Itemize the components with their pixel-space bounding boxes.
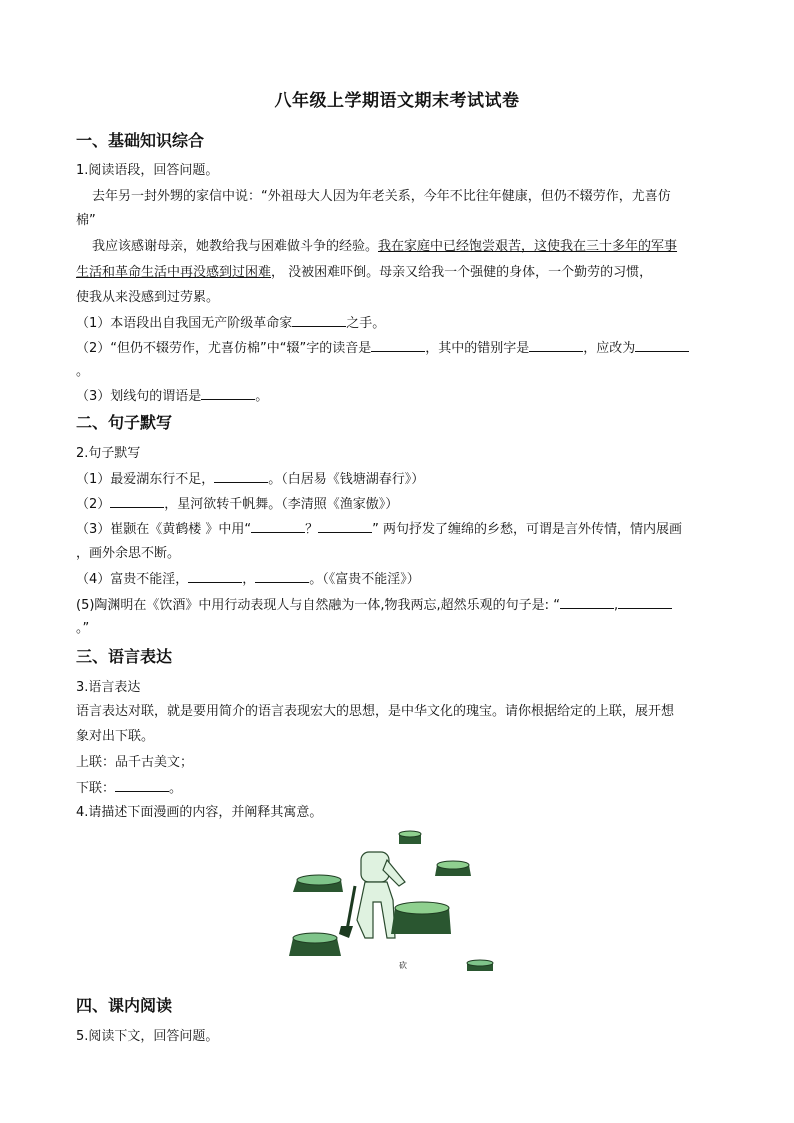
q2-l2-tail: ，星河欲转千帆舞。（李清照《渔家傲》） — [164, 497, 399, 512]
q2-l4-tail: 。（《富贵不能淫》） — [309, 572, 420, 587]
section-heading-2: 二、句子默写 — [76, 413, 173, 432]
q2-l3-mid: ？ — [305, 522, 319, 537]
q2-line-3 — [76, 520, 720, 538]
q3-lower-couplet — [76, 779, 720, 797]
answer-blank[interactable] — [560, 596, 614, 609]
answer-blank[interactable] — [635, 339, 689, 352]
q3-stem: 3.语言表达 — [76, 680, 141, 695]
tree-stump-icon — [467, 960, 493, 971]
answer-blank[interactable] — [371, 339, 425, 352]
q2-line-4 — [76, 570, 720, 588]
answer-blank[interactable] — [115, 779, 169, 792]
q1-sub3-tail: 。 — [255, 389, 269, 404]
q1-paragraph-2-text: 我应该感谢母亲，她教给我与困难做斗争的经验。 — [92, 239, 379, 254]
answer-blank[interactable] — [255, 570, 309, 583]
q1-paragraph-2-text-2: ， 没被困难吓倒。母亲又给我一个强健的身体，一个勤劳的习惯， — [271, 265, 653, 280]
tree-stump-icon — [391, 902, 451, 934]
page-title: 八年级上学期语文期末考试试卷 — [274, 91, 520, 111]
q1-sub-question-2 — [76, 339, 720, 357]
q3-lower-tail: 。 — [169, 781, 183, 796]
q1-sub2-text: （2）“但仍不辍劳作，尤喜仿棉”中“辍”字的读音是 — [76, 341, 372, 356]
q1-paragraph-2-line-1 — [92, 238, 720, 255]
q3-body-line-2: 象对出下联。 — [76, 729, 155, 744]
q1-paragraph-1-line-1: 去年另一封外甥的家信中说：“外祖母大人因为年老关系，今年不比往年健康，但仍不辍劳作，尤喜仿 — [92, 189, 671, 204]
answer-blank[interactable] — [529, 339, 583, 352]
q5-stem: 5.阅读下文，回答问题。 — [76, 1029, 219, 1044]
q1-sub2-text-2: ，其中的错别字是 — [425, 341, 530, 356]
tree-stump-icon — [399, 831, 421, 844]
q4-stem: 4.请描述下面漫画的内容，并阐释其寓意。 — [76, 805, 323, 820]
q3-body-line-1: 语言表达对联，就是要用简介的语言表现宏大的思想，是中华文化的瑰宝。请你根据给定的上联，展开想 — [76, 704, 675, 719]
section-heading-1: 一、基础知识综合 — [76, 131, 205, 150]
tree-stump-icon — [293, 875, 343, 892]
tree-stump-icon — [435, 861, 471, 876]
q2-l3-text: （3）崔颢在《黄鹤楼 》中用“ — [76, 522, 252, 537]
q2-l4-mid: ， — [242, 572, 256, 587]
answer-blank[interactable] — [318, 520, 372, 533]
axe-icon — [339, 886, 355, 938]
q2-stem: 2.句子默写 — [76, 446, 141, 461]
q2-l1-text: （1）最爱湖东行不足， — [76, 472, 215, 487]
q1-sub2-text-3: ，应改为 — [583, 341, 636, 356]
q2-l4-text: （4）富贵不能淫， — [76, 572, 189, 587]
answer-blank[interactable] — [292, 314, 346, 327]
answer-blank[interactable] — [214, 470, 268, 483]
section-heading-3: 三、语言表达 — [76, 647, 173, 666]
cartoon-image — [283, 830, 498, 978]
q2-line-1 — [76, 470, 720, 488]
q1-sub1-tail: 之手。 — [346, 316, 386, 331]
q1-paragraph-1-line-2: 棉” — [76, 213, 96, 228]
underlined-sentence-part-2: 生活和革命生活中再没感到过困难 — [76, 265, 272, 280]
q2-l5-text: (5)陶渊明在《饮酒》中用行动表现人与自然融为一体,物我两忘,超然乐观的句子是: “ — [76, 598, 560, 613]
q1-sub-question-1 — [76, 314, 720, 332]
section-heading-4: 四、课内阅读 — [76, 996, 173, 1015]
q2-l5-mid: , — [613, 598, 619, 613]
q1-sub3-text: （3）划线句的谓语是 — [76, 389, 202, 404]
q1-sub-question-3 — [76, 387, 720, 405]
q2-line-3-cont: ，画外余思不断。 — [76, 546, 181, 561]
cartoon-caption: 砍 — [399, 961, 407, 970]
answer-blank[interactable] — [201, 387, 255, 400]
q1-paragraph-2-line-3: 使我从来没感到过劳累。 — [76, 290, 220, 305]
q2-l3-tail: ” 两句抒发了缠绵的乡愁，可谓是言外传情，情内展画 — [372, 522, 683, 537]
answer-blank[interactable] — [188, 570, 242, 583]
answer-blank[interactable] — [251, 520, 305, 533]
q1-sub-question-2-end: 。 — [76, 364, 90, 379]
q3-lower-label: 下联： — [76, 781, 116, 796]
q2-l1-tail: 。（白居易《钱塘湖春行》） — [268, 472, 425, 487]
q1-sub1-text: （1）本语段出自我国无产阶级革命家 — [76, 316, 293, 331]
q2-l2-text: （2） — [76, 497, 111, 512]
underlined-sentence-part-1: 我在家庭中已经饱尝艰苦，这使我在三十多年的军事 — [378, 239, 678, 254]
q1-stem: 1.阅读语段，回答问题。 — [76, 163, 219, 178]
q2-line-5-cont: 。” — [76, 621, 90, 636]
q1-paragraph-2-line-2 — [76, 264, 720, 281]
q2-line-5 — [76, 596, 720, 614]
q3-upper-couplet: 上联：品千古美文； — [76, 755, 194, 770]
q2-line-2 — [76, 495, 720, 513]
tree-stump-icon — [289, 933, 341, 956]
answer-blank[interactable] — [110, 495, 164, 508]
answer-blank[interactable] — [618, 596, 672, 609]
